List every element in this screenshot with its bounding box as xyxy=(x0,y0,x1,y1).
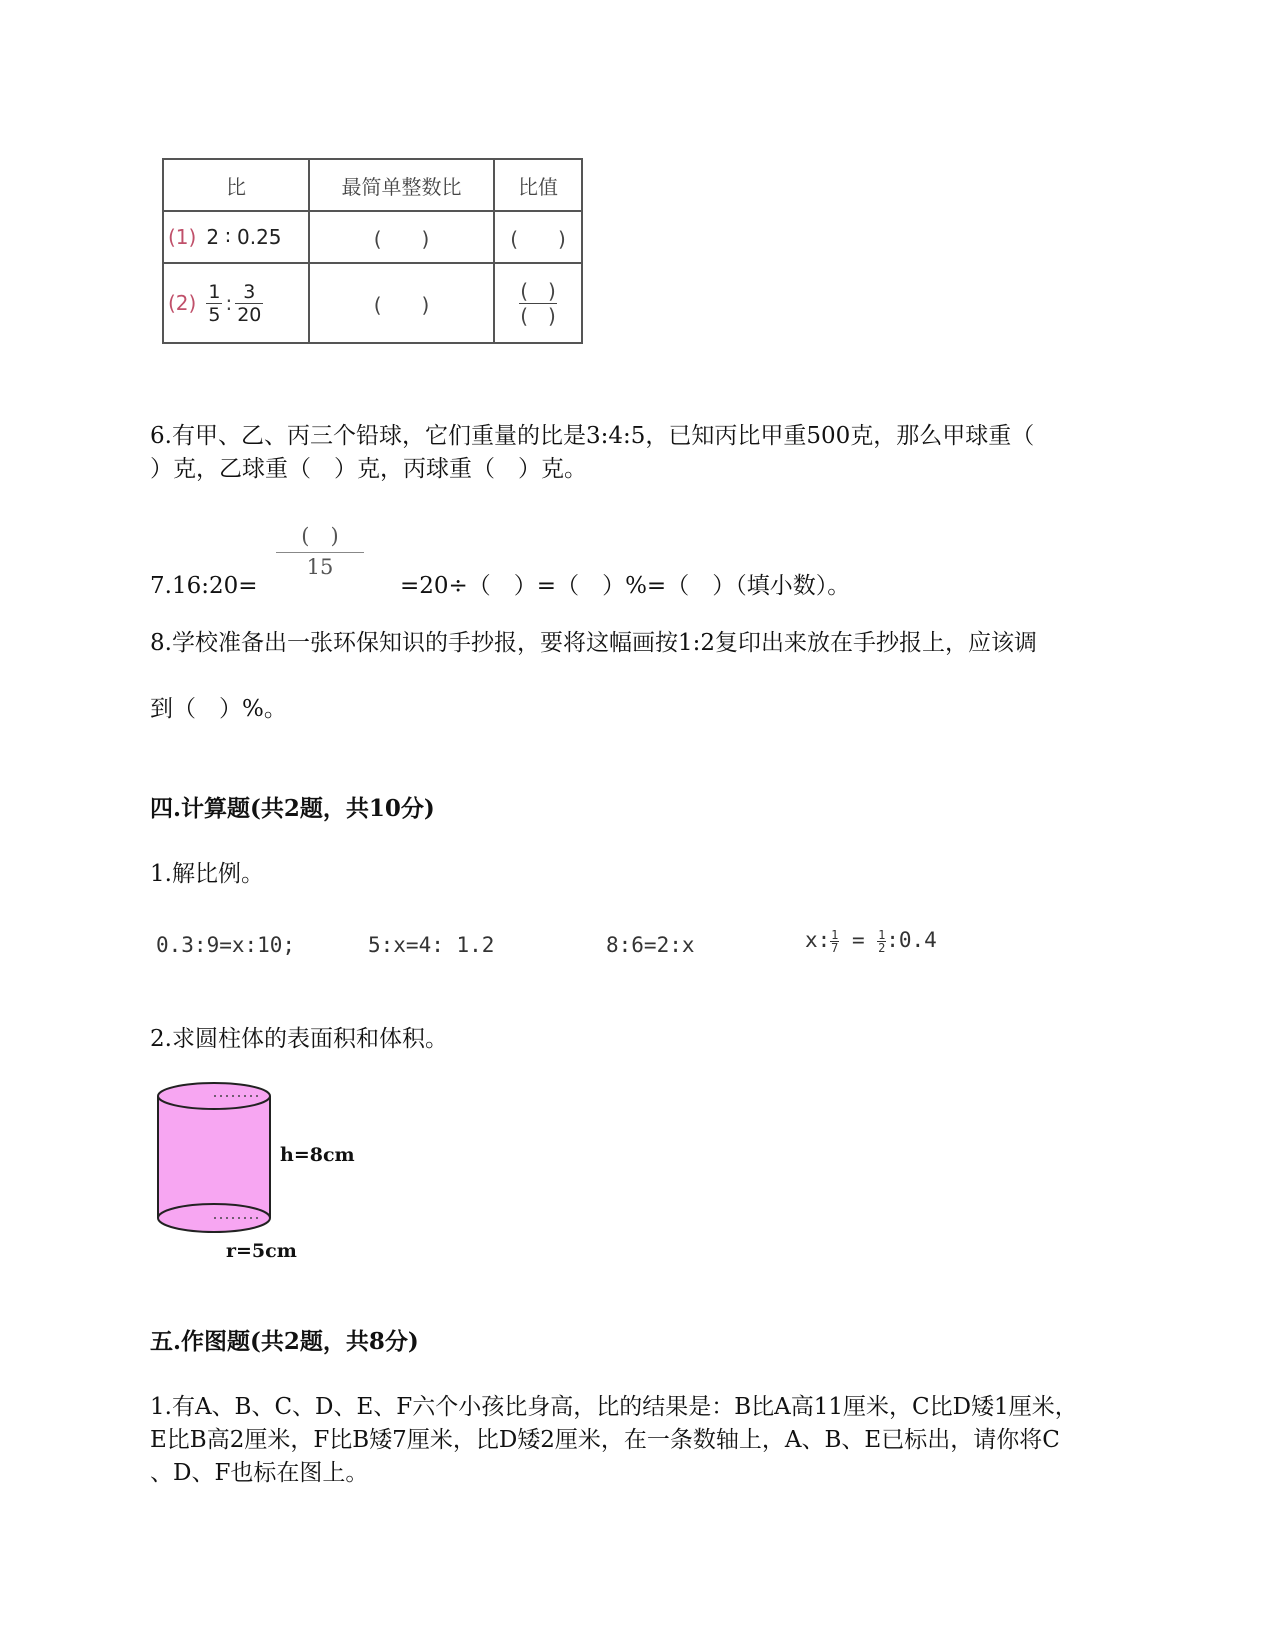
question-6-line-2: ）克，乙球重（ ）克，丙球重（ ）克。 xyxy=(150,456,587,482)
fraction-a: $\frac{1}{5}$ xyxy=(208,280,221,326)
table-row-2-simplest[interactable]: ( ) xyxy=(309,263,494,343)
section-4-title: 四.计算题(共2题，共10分) xyxy=(150,795,435,822)
equation-3: 8:6=2:x xyxy=(606,933,695,957)
table-row-2-ratio: (2) $\frac{1}{5}$ : $\frac{3}{20}$ xyxy=(163,263,309,343)
question-8-line-2: 到（ ）%。 xyxy=(150,696,287,722)
fraction-b: $\frac{3}{20}$ xyxy=(237,280,262,326)
equation-2: 5:x=4: 1.2 xyxy=(368,933,495,957)
question-7-suffix: =20÷（ ）=（ ）%=（ ）（填小数）。 xyxy=(400,573,851,599)
section-5-question-1-line-2: E比B高2厘米，F比B矮7厘米，比D矮2厘米，在一条数轴上，A、B、E已标出，请你将C xyxy=(150,1427,1060,1453)
ratio-table xyxy=(162,158,583,344)
row-2-label: (2) xyxy=(168,291,197,315)
section-4-question-2: 2.求圆柱体的表面积和体积。 xyxy=(150,1026,448,1052)
question-8-line-1: 8.学校准备出一张环保知识的手抄报，要将这幅画按1:2复印出来放在手抄报上，应该调 xyxy=(150,630,1037,656)
equation-1: 0.3:9=x:10; xyxy=(156,933,296,957)
question-6-line-1: 6.有甲、乙、丙三个铅球，它们重量的比是3:4:5，已知丙比甲重500克，那么甲球重（ xyxy=(150,423,1035,449)
question-7-prefix: 7.16:20= xyxy=(150,573,258,599)
table-row-1-ratio xyxy=(163,211,309,263)
question-7-fraction: ( ) 15 xyxy=(276,520,364,579)
cylinder-radius-label: r=5cm xyxy=(226,1240,297,1262)
table-header-simplest: 最简单整数比 xyxy=(309,159,494,211)
equation-4: x: $\frac{1}{7}$ = $\frac{1}{2}$ :0.4 xyxy=(805,927,937,955)
section-5-question-1-line-1: 1.有A、B、C、D、E、F六个小孩比身高，比的结果是：B比A高11厘米，C比D矮1厘米， xyxy=(150,1394,1078,1420)
cylinder-figure xyxy=(150,1080,390,1260)
table-row-2-value[interactable]: ( ) ( ) xyxy=(494,263,582,343)
table-row-1-value[interactable]: ( ) xyxy=(494,211,582,263)
section-5-question-1-line-3: 、D、F也标在图上。 xyxy=(150,1460,369,1486)
row-1-label: (1) xyxy=(168,225,197,249)
section-5-title: 五.作图题(共2题，共8分) xyxy=(150,1328,419,1355)
table-row-1-simplest[interactable]: ( ) xyxy=(309,211,494,263)
row-1-ratio: 2 ∶ 0.25 xyxy=(206,225,282,249)
section-4-question-1: 1.解比例。 xyxy=(150,861,264,887)
cylinder-height-label: h=8cm xyxy=(280,1144,355,1166)
table-header-ratio: 比 xyxy=(163,159,309,211)
table-header-value: 比值 xyxy=(494,159,582,211)
